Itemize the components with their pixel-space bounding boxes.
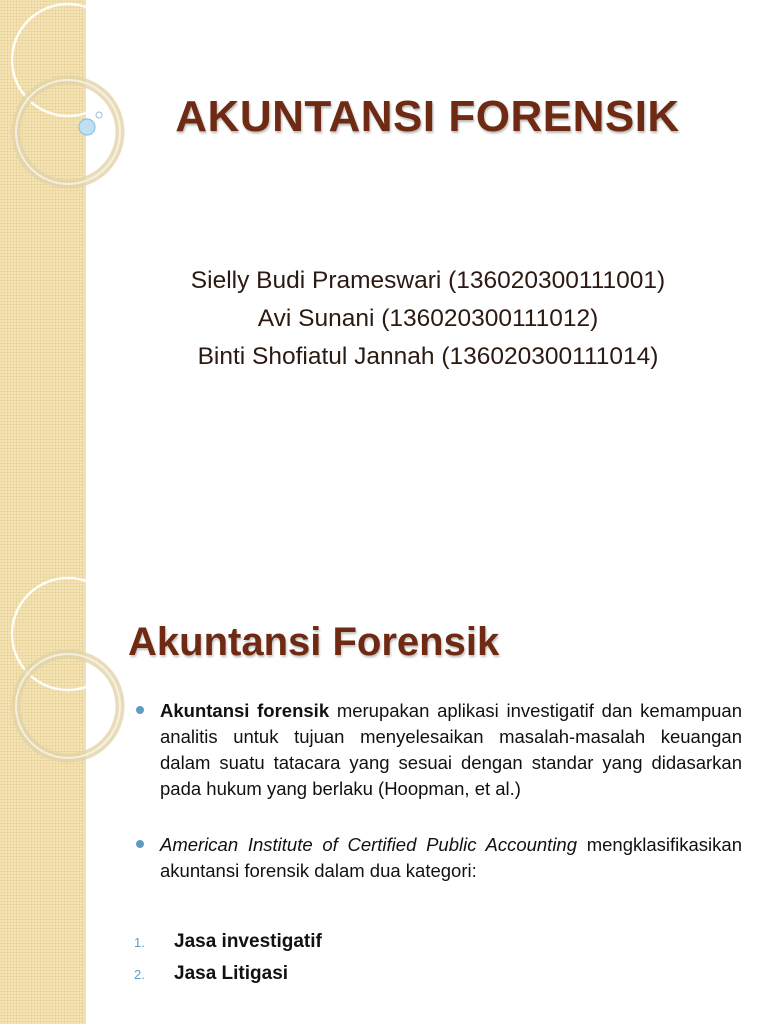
author-line: Avi Sunani (136020300111012) [257, 305, 599, 332]
bullet-item [136, 698, 742, 802]
item-number: 2. [134, 967, 145, 982]
item-label: Jasa investigatif [174, 931, 322, 952]
item-label: Jasa Litigasi [174, 963, 289, 984]
numbered-item [134, 926, 734, 958]
bullet-item [136, 832, 742, 884]
slide-content [0, 576, 768, 1024]
author-line: Binti Shofiatul Jannah (136020300111014) [197, 343, 659, 370]
bullet-dot-icon [136, 706, 144, 714]
section-title: Akuntansi Forensik [128, 620, 500, 664]
bullet-dot-icon [136, 840, 144, 848]
numbered-item [134, 958, 734, 990]
author-list [90, 262, 766, 376]
author-line: Sielly Budi Prameswari (136020300111001) [190, 267, 666, 294]
bullet-text: mengklasifikasikan akuntansi forensik dalam dua kategori: [160, 834, 742, 881]
bullet-term: Akuntansi forensik [160, 700, 330, 721]
bullet-text: merupakan aplikasi investigatif dan kemampuan analitis untuk tujuan menyelesaikan masalah-masalah keuangan dalam suatu tatacara yang sesuai dengan standar yang didasarkan pada hukum yang berlaku (Hoopman, et al.) [160, 700, 742, 799]
bullet-list [136, 698, 742, 884]
numbered-list [134, 926, 734, 990]
decorative-rings [0, 576, 130, 776]
item-number: 1. [134, 935, 145, 950]
bullet-org-name: American Institute of Certified Public Accounting [160, 834, 578, 855]
page-title: AKUNTANSI FORENSIK [175, 92, 680, 141]
